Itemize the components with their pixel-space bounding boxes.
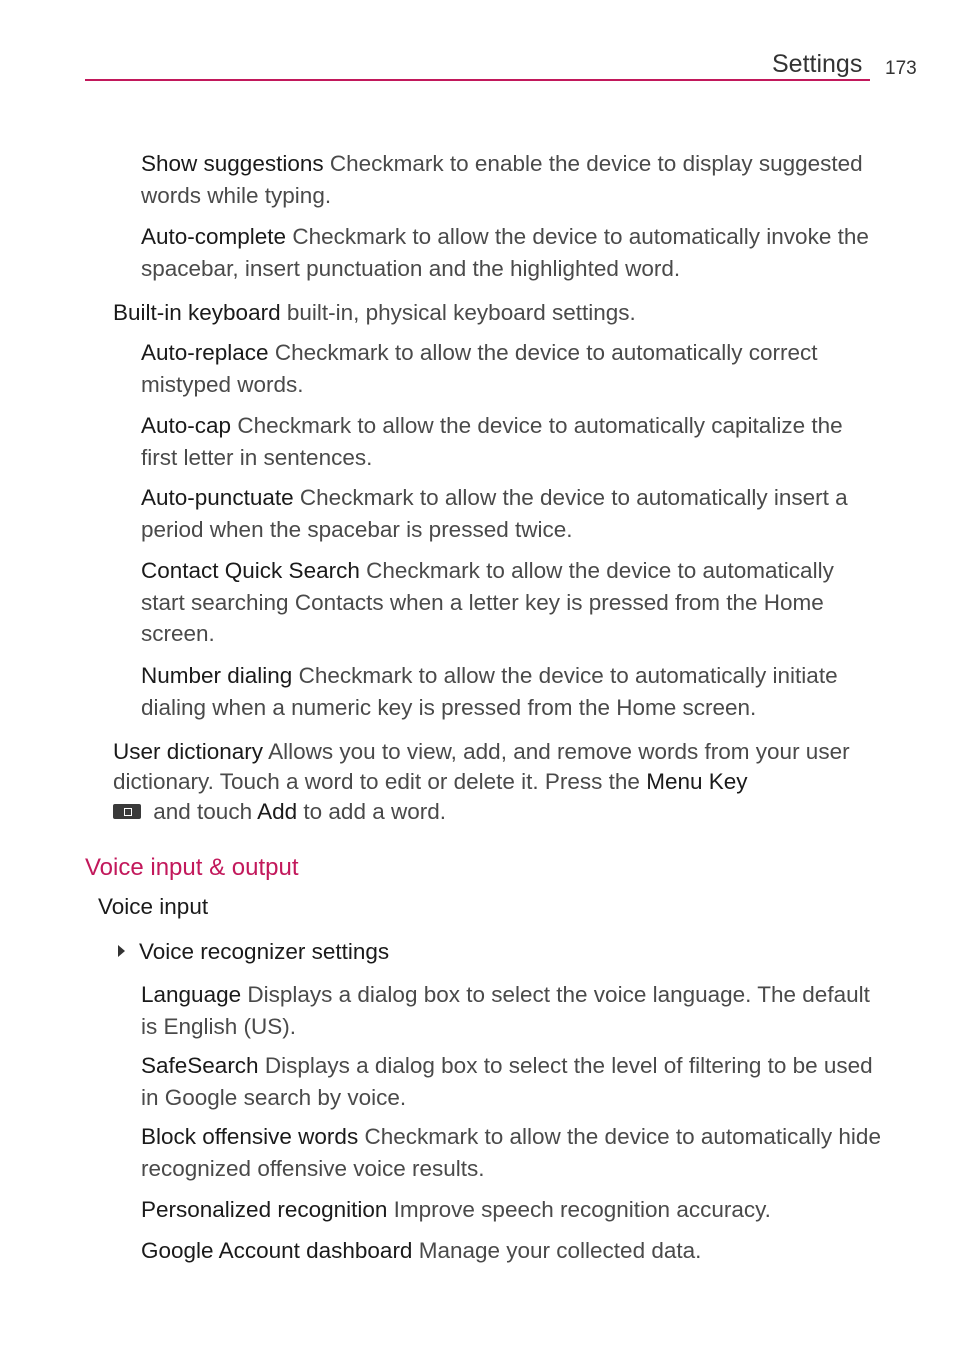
entry-term: Language	[141, 982, 242, 1007]
entry-term: Built-in keyboard	[113, 300, 281, 325]
entry-desc: Checkmark to allow the device to automatically invoke the spacebar, insert punctuation and the highlighted word.	[141, 224, 869, 281]
page-number: 173	[885, 58, 917, 79]
voice-recognizer-label: Voice recognizer settings	[139, 939, 390, 964]
entry-term: Number dialing	[141, 663, 293, 688]
entry-desc: to add a word.	[297, 799, 446, 824]
entry-term: Auto-replace	[141, 340, 269, 365]
entry-show-suggestions	[141, 148, 881, 211]
triangle-bullet-icon	[118, 945, 125, 957]
entry-auto-complete	[141, 221, 881, 284]
entry-desc: Checkmark to allow the device to automatically capitalize the first letter in sentences.	[141, 413, 843, 470]
menu-key-icon	[113, 804, 141, 819]
entry-contact-quick-search	[141, 555, 881, 650]
entry-google-account-dashboard	[141, 1235, 881, 1267]
voice-input-heading: Voice input	[98, 894, 209, 919]
entry-term: User dictionary	[113, 739, 264, 764]
entry-desc: Checkmark to allow the device to automatically start searching Contacts when a letter key is pressed from the Home screen.	[141, 558, 834, 646]
entry-number-dialing	[141, 660, 881, 723]
entry-desc: and touch	[147, 799, 258, 824]
page-header-title: Settings	[772, 50, 863, 78]
entry-auto-replace	[141, 337, 881, 400]
entry-desc: Checkmark to allow the device to automatically correct mistyped words.	[141, 340, 818, 397]
entry-auto-punctuate	[141, 482, 881, 545]
entry-term: Personalized recognition	[141, 1197, 388, 1222]
entry-block-offensive-words	[141, 1121, 881, 1184]
entry-term: Contact Quick Search	[141, 558, 360, 583]
header-divider	[85, 79, 870, 81]
entry-desc: Checkmark to allow the device to automatically insert a period when the spacebar is pressed twice.	[141, 485, 848, 542]
entry-desc: Checkmark to allow the device to automatically initiate dialing when a numeric key is pressed from the Home screen.	[141, 663, 838, 720]
add-label: Add	[257, 799, 298, 824]
entry-built-in-keyboard	[113, 297, 881, 329]
entry-term: Auto-punctuate	[141, 485, 294, 510]
entry-user-dictionary	[113, 737, 881, 827]
entry-desc: Displays a dialog box to select the voice language. The default is English (US).	[141, 982, 870, 1039]
entry-term: Auto-cap	[141, 413, 232, 438]
entry-personalized-recognition	[141, 1194, 881, 1226]
entry-desc: Displays a dialog box to select the level of filtering to be used in Google search by voice.	[141, 1053, 873, 1110]
entry-term: SafeSearch	[141, 1053, 259, 1078]
entry-auto-cap	[141, 410, 881, 473]
entry-desc: Checkmark to enable the device to display suggested words while typing.	[141, 151, 863, 208]
entry-desc: Manage your collected data.	[412, 1238, 702, 1263]
entry-language	[141, 979, 881, 1042]
entry-desc: built-in, physical keyboard settings.	[280, 300, 636, 325]
entry-term: Block offensive words	[141, 1124, 359, 1149]
entry-desc: Allows you to view, add, and remove words from your user dictionary. Touch a word to edit or delete it. Press the	[113, 739, 850, 794]
entry-term: Show suggestions	[141, 151, 324, 176]
entry-desc: Improve speech recognition accuracy.	[387, 1197, 771, 1222]
entry-safesearch	[141, 1050, 881, 1113]
voice-recognizer-heading	[118, 939, 389, 965]
entry-term: Google Account dashboard	[141, 1238, 413, 1263]
section-title-voice: Voice input & output	[85, 854, 299, 881]
entry-term: Auto-complete	[141, 224, 287, 249]
entry-desc: Checkmark to allow the device to automatically hide recognized offensive voice results.	[141, 1124, 881, 1181]
menu-key-label: Menu Key	[646, 769, 748, 794]
